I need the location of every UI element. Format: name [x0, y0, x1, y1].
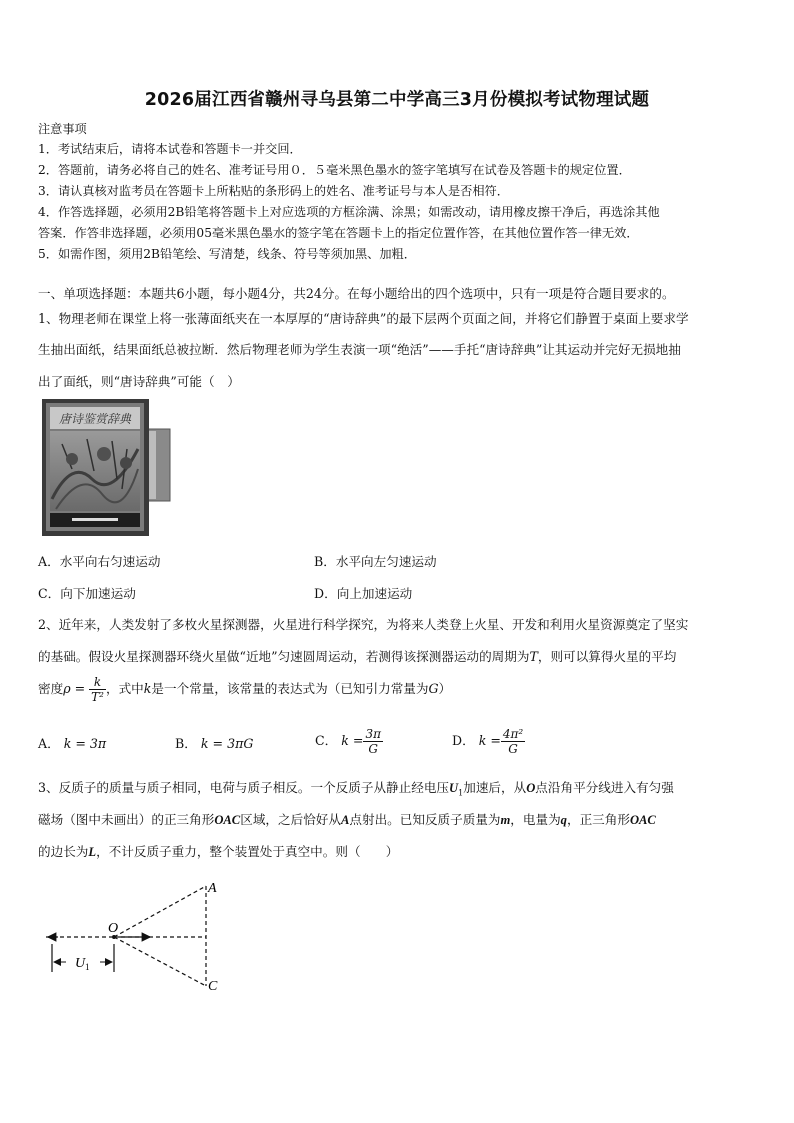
q2-symbol-rho: ρ: [63, 681, 71, 696]
q2-line-3: [38, 672, 451, 706]
q3-line-3-text-a: 的边长为: [38, 844, 89, 859]
q3-line-2-text-d: ，电量为: [510, 812, 561, 827]
q2-symbol-G: G: [428, 681, 439, 696]
book-photo: [42, 399, 172, 536]
label-o: O: [108, 921, 119, 936]
q1-line-1: 1、物理老师在课堂上将一张薄面纸夹在一本厚厚的“唐诗辞典”的最下层两个页面之间，并将它们静置于桌面上要求学: [38, 311, 689, 326]
notice-heading: 注意事项: [38, 122, 87, 136]
q3-symbol-OAC-2: OAC: [629, 813, 656, 827]
notice-item-2: 2．答题前，请务必将自己的姓名、准考证号用０．５毫米黑色墨水的签字笔填写在试卷及答题卡的规定位置．: [38, 163, 631, 177]
q3-symbol-m: m: [500, 813, 511, 827]
q1-line-2: 生抽出面纸，结果面纸总被拉断．然后物理老师为学生表演一项“绝活”——手托“唐诗辞典”让其运动并完好无损地抽: [38, 342, 681, 357]
label-u: U: [75, 956, 86, 971]
notice-item-5: 5．如需作图，须用2B铅笔绘、写清楚，线条、符号等须加黑、加粗．: [38, 247, 416, 261]
q3-line-3: [38, 843, 398, 861]
q2-option-a-expr: k = 3π: [63, 736, 107, 751]
q2-option-d-fraction: [501, 727, 525, 756]
q3-line-1: [38, 779, 674, 803]
book-cover-title: 唐诗鉴赏辞典: [58, 412, 132, 426]
q1-option-c: C．向下加速运动: [38, 586, 136, 601]
q2-option-b-label: B．: [175, 736, 197, 751]
q2-line-2: [38, 648, 676, 666]
q2-option-c: [315, 720, 383, 762]
q2-frac-numerator: k: [89, 675, 106, 690]
q2-line-1: 2、近年来，人类发射了多枚火星探测器，火星进行科学探究，为将来人类登上火星、开发和利用火星资源奠定了坚实: [38, 617, 689, 632]
triangle-oac: [114, 886, 206, 986]
q3-line-1-text-a: 3、反质子的质量与质子相同，电荷与质子相反。一个反质子从静止经电压: [38, 780, 450, 795]
q1-option-d: D．向上加速运动: [314, 586, 413, 601]
q2-option-d-lhs: k =: [478, 733, 501, 748]
q3-line-2: [38, 811, 656, 829]
q2-line-2-text-a: 的基础。假设火星探测器环绕火星做“近地”匀速圆周运动，若测得该探测器运动的周期为: [38, 649, 530, 664]
q1-option-b: B．水平向左匀速运动: [314, 554, 437, 569]
q3-line-1-text-b: 加速后，从: [463, 780, 527, 795]
q2-option-c-lhs: k =: [341, 733, 364, 748]
q2-density-fraction: [89, 675, 106, 704]
q3-symbol-q: q: [560, 813, 567, 827]
triangle-diagram: [38, 876, 238, 996]
q2-line-2-text-b: ，则可以算得火星的平均: [537, 649, 677, 664]
q2-option-d-denominator: G: [508, 742, 518, 756]
q2-symbol-T: T: [529, 649, 538, 664]
label-c: C: [208, 979, 218, 994]
q3-symbol-L: L: [88, 845, 97, 859]
q2-line-3-text-b: ，式中: [105, 681, 144, 696]
notice-item-1: 1．考试结束后，请将本试卷和答题卡一并交回．: [38, 142, 302, 156]
q2-symbol-k: k: [143, 681, 152, 696]
notice-item-4-cont: 答案．作答非选择题，必须用05毫米黑色墨水的签字笔在答题卡上的指定位置作答，在其他位置作答一律无效．: [38, 226, 639, 240]
q3-symbol-O: O: [526, 781, 536, 795]
q2-option-b: [175, 733, 253, 752]
q2-option-d-numerator: 4π²: [502, 727, 524, 741]
q3-line-3-text-b: ，不计反质子重力，整个装置处于真空中。则（ ）: [96, 844, 399, 859]
q2-frac-denominator: T²: [91, 690, 104, 704]
q3-line-1-text-c: 点沿角平分线进入有匀强: [535, 780, 674, 795]
q2-option-b-expr: k = 3πG: [200, 736, 254, 751]
label-a: A: [208, 881, 217, 896]
q2-line-3-text-a: 密度: [38, 681, 64, 696]
q1-line-3: 出了面纸，则“唐诗辞典”可能（ ）: [38, 374, 240, 389]
q2-option-a-label: A．: [38, 736, 60, 751]
q2-option-a: [38, 733, 106, 752]
q2-option-c-numerator: 3π: [365, 727, 381, 741]
label-u-sub: 1: [85, 962, 90, 972]
q3-line-2-text-b: 区域，之后恰好从: [240, 812, 341, 827]
q2-option-d-label: D．: [452, 733, 475, 748]
q3-symbol-OAC: OAC: [214, 813, 241, 827]
q3-symbol-U-sub: 1: [458, 788, 464, 798]
q2-option-c-label: C．: [315, 733, 338, 748]
page-title: 2026届江西省赣州寻乌县第二中学高三3月份模拟考试物理试题: [144, 90, 650, 110]
q3-line-2-text-e: ，正三角形: [566, 812, 630, 827]
q2-option-d: [452, 720, 525, 762]
q2-option-c-denominator: G: [368, 742, 378, 756]
q2-option-c-fraction: [363, 727, 383, 756]
notice-item-4: 4．作答选择题，必须用2B铅笔将答题卡上对应选项的方框涂满、涂黑；如需改动，请用橡皮擦干净后，再选涂其他: [38, 205, 660, 219]
q3-symbol-U: U: [449, 781, 459, 795]
q3-line-2-text-a: 磁场（图中未画出）的正三角形: [38, 812, 215, 827]
q3-symbol-A: A: [340, 813, 350, 827]
q2-line-3-text-d: ）: [438, 681, 452, 696]
q3-line-2-text-c: 点射出。已知反质子质量为: [349, 812, 501, 827]
q2-line-3-text-c: 是一个常量，该常量的表达式为（已知引力常量为: [151, 681, 429, 696]
q2-equals: =: [70, 681, 90, 696]
notice-item-3: 3．请认真核对监考员在答题卡上所粘贴的条形码上的姓名、准考证号与本人是否相符．: [38, 184, 509, 198]
q1-option-a: A．水平向右匀速运动: [38, 554, 161, 569]
section-heading: 一、单项选择题：本题共6小题，每小题4分，共24分。在每小题给出的四个选项中，只有一项是符合题目要求的。: [38, 286, 675, 301]
